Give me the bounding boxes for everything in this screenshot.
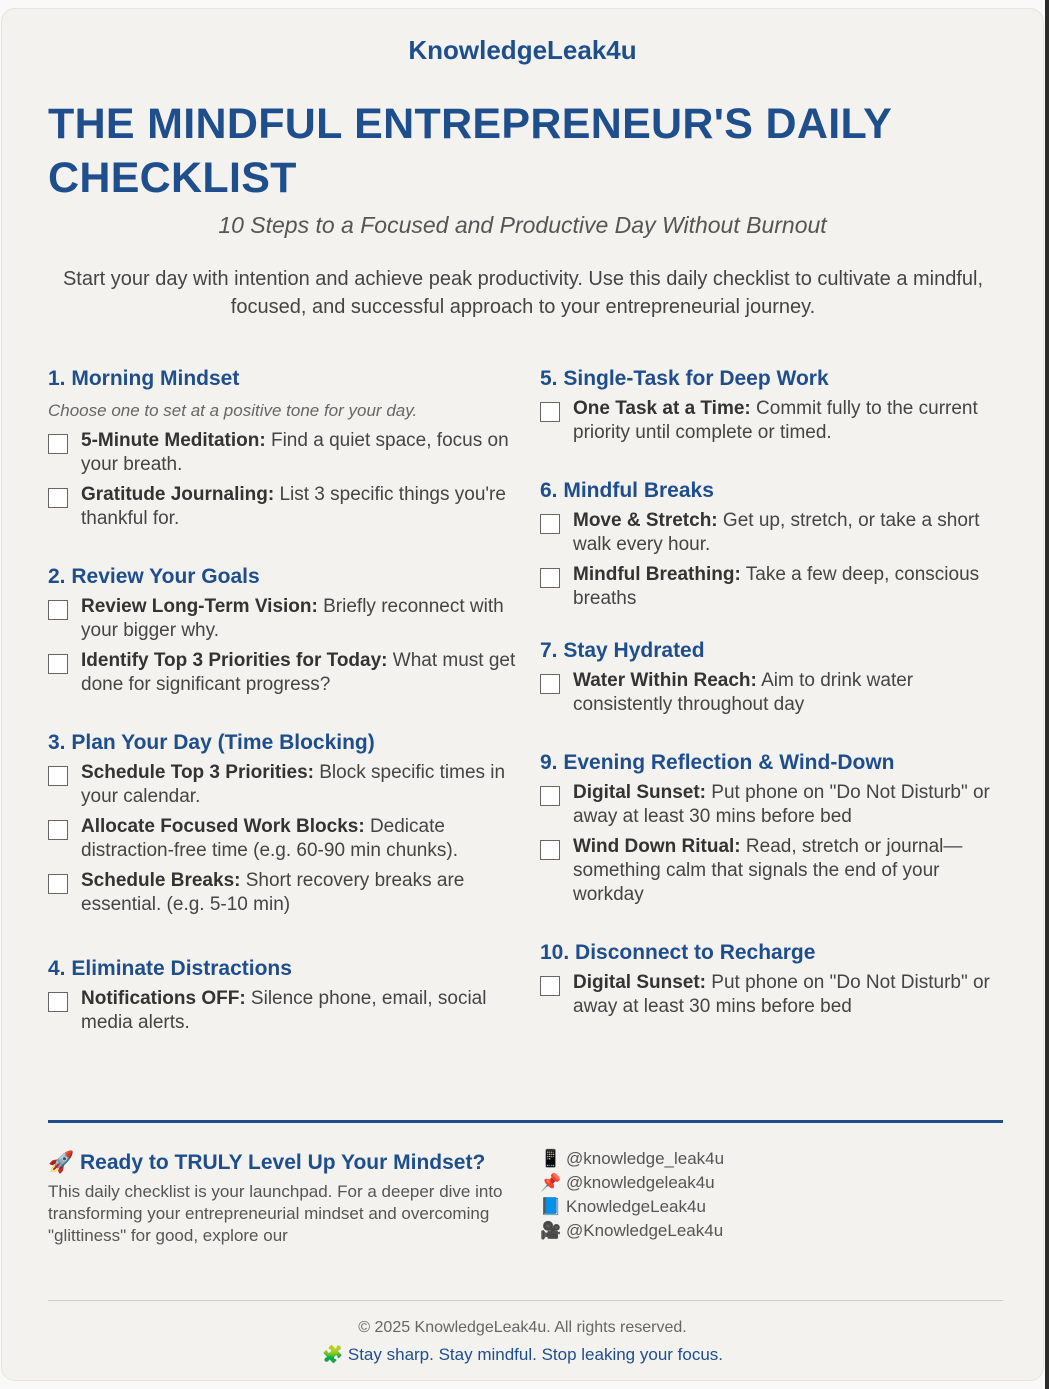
item-text xyxy=(81,987,518,1035)
item-description: Get up, stretch, or take a short walk every hour. xyxy=(573,510,980,555)
checkbox[interactable] xyxy=(48,600,68,620)
item-description: Briefly reconnect with your bigger why. xyxy=(81,596,504,641)
section-divider xyxy=(48,1120,1003,1123)
spacer xyxy=(540,723,1010,745)
item-description: Short recovery breaks are essential. (e.g. 5-10 min) xyxy=(81,870,465,915)
checklist-item xyxy=(48,595,518,643)
section-title: 3. Plan Your Day (Time Blocking) xyxy=(48,731,375,754)
item-label: Schedule Top 3 Priorities: xyxy=(81,762,314,783)
item-label: 5-Minute Meditation: xyxy=(81,430,266,451)
checklist-item xyxy=(540,781,1010,829)
checkbox[interactable] xyxy=(48,434,68,454)
item-label: Digital Sunset: xyxy=(573,782,707,803)
checkbox[interactable] xyxy=(48,654,68,674)
checklist-item xyxy=(540,835,1010,907)
tagline xyxy=(2,1345,1043,1365)
social-handle: KnowledgeLeak4u xyxy=(566,1197,706,1216)
checkbox[interactable] xyxy=(48,488,68,508)
pushpin-icon: 📌 xyxy=(540,1173,562,1192)
checklist-item xyxy=(48,987,518,1035)
item-text xyxy=(573,397,1010,445)
checkbox[interactable] xyxy=(540,514,560,534)
checklist-item xyxy=(48,483,518,531)
left-column xyxy=(48,361,518,1041)
section-note: Choose one to set at a positive tone for your day. xyxy=(48,401,418,420)
checklist-item xyxy=(48,869,518,917)
checkbox[interactable] xyxy=(540,674,560,694)
spacer xyxy=(540,913,1010,935)
social-handle: @KnowledgeLeak4u xyxy=(566,1221,724,1240)
item-label: Mindful Breathing: xyxy=(573,564,741,585)
item-description: List 3 specific things you're thankful for. xyxy=(81,484,506,529)
brand-name: KnowledgeLeak4u xyxy=(408,35,637,65)
spacer xyxy=(540,617,1010,633)
checklist-item xyxy=(48,815,518,863)
checklist-section xyxy=(540,745,1010,907)
item-description: Aim to drink water consistently throughout day xyxy=(573,670,914,715)
spacer xyxy=(48,703,518,725)
section-title: 10. Disconnect to Recharge xyxy=(540,941,816,964)
social-handle: @knowledgeleak4u xyxy=(566,1173,715,1192)
item-text xyxy=(81,595,518,643)
checkbox[interactable] xyxy=(540,786,560,806)
item-description: Silence phone, email, social media alerts. xyxy=(81,988,487,1033)
item-label: Move & Stretch: xyxy=(573,510,718,531)
item-label: Schedule Breaks: xyxy=(81,870,241,891)
copyright: © 2025 KnowledgeLeak4u. All rights reserved. xyxy=(358,1319,687,1336)
spacer xyxy=(48,923,518,951)
tagline-text: Stay sharp. Stay mindful. Stop leaking your focus. xyxy=(347,1345,724,1364)
social-link[interactable] xyxy=(540,1171,724,1195)
cta-block xyxy=(48,1147,508,1247)
checklist-section xyxy=(48,951,518,1035)
checklist-section xyxy=(540,935,1010,1019)
item-label: Water Within Reach: xyxy=(573,670,757,691)
item-text xyxy=(81,815,518,863)
blue-book-icon: 📘 xyxy=(540,1197,562,1216)
intro-paragraph: Start your day with intention and achieve peak productivity. Use this daily checklist to cultivate a mindful, focused, and successful approach to your entrepreneurial journey. xyxy=(62,268,984,318)
social-link[interactable] xyxy=(540,1195,724,1219)
item-text xyxy=(81,761,518,809)
item-label: One Task at a Time: xyxy=(573,398,751,419)
checklist-item xyxy=(540,669,1010,717)
checkbox[interactable] xyxy=(540,840,560,860)
item-label: Digital Sunset: xyxy=(573,972,707,993)
item-description: Commit fully to the current priority until complete or timed. xyxy=(573,398,978,443)
social-link[interactable] xyxy=(540,1219,724,1243)
checkbox[interactable] xyxy=(540,976,560,996)
checkbox[interactable] xyxy=(48,992,68,1012)
item-text xyxy=(573,563,1010,611)
section-title: 6. Mindful Breaks xyxy=(540,479,714,502)
checklist-item xyxy=(48,649,518,697)
checklist-item xyxy=(48,429,518,477)
item-label: Allocate Focused Work Blocks: xyxy=(81,816,365,837)
rocket-icon: 🚀 xyxy=(48,1151,75,1174)
item-text xyxy=(573,835,1010,907)
page-subtitle: 10 Steps to a Focused and Productive Day Without Burnout xyxy=(218,212,827,238)
checkbox[interactable] xyxy=(48,820,68,840)
mobile-phone-icon: 📱 xyxy=(540,1149,562,1168)
item-description: What must get done for significant progress? xyxy=(81,650,516,695)
social-link[interactable] xyxy=(540,1147,724,1171)
checklist-section xyxy=(540,633,1010,717)
checklist-item xyxy=(540,509,1010,557)
checklist-item xyxy=(540,397,1010,445)
section-title: 2. Review Your Goals xyxy=(48,565,260,588)
checklist-section xyxy=(48,725,518,917)
checklist-section xyxy=(48,559,518,697)
item-text xyxy=(81,429,518,477)
page-title: THE MINDFUL ENTREPRENEUR'S DAILY CHECKLIST xyxy=(48,100,892,202)
item-description: Find a quiet space, focus on your breath. xyxy=(81,430,509,475)
item-text xyxy=(81,869,518,917)
item-text xyxy=(81,483,518,531)
section-title: 7. Stay Hydrated xyxy=(540,639,705,662)
checkbox[interactable] xyxy=(540,568,560,588)
social-links xyxy=(540,1147,724,1243)
social-handle: @knowledge_leak4u xyxy=(566,1149,725,1168)
item-label: Review Long-Term Vision: xyxy=(81,596,318,617)
checkbox[interactable] xyxy=(48,874,68,894)
checklist-item xyxy=(48,761,518,809)
movie-camera-icon: 🎥 xyxy=(540,1221,562,1240)
section-title: 5. Single-Task for Deep Work xyxy=(540,367,829,390)
item-description: Put phone on "Do Not Disturb" or away at least 30 mins before bed xyxy=(573,782,990,827)
item-label: Identify Top 3 Priorities for Today: xyxy=(81,650,388,671)
item-text xyxy=(573,781,1010,829)
checklist-item xyxy=(540,971,1010,1019)
right-column xyxy=(540,361,1010,1025)
item-text xyxy=(573,509,1010,557)
item-text xyxy=(573,669,1010,717)
item-text xyxy=(573,971,1010,1019)
checkbox[interactable] xyxy=(48,766,68,786)
item-description: Block specific times in your calendar. xyxy=(81,762,506,807)
item-description: Put phone on "Do Not Disturb" or away at least 30 mins before bed xyxy=(573,972,990,1017)
cta-title-text: Ready to TRULY Level Up Your Mindset? xyxy=(80,1151,486,1174)
cta-title xyxy=(48,1147,508,1179)
item-description: Dedicate distraction-free time (e.g. 60-90 min chunks). xyxy=(81,816,458,861)
checklist-section xyxy=(540,361,1010,445)
section-title: 9. Evening Reflection & Wind-Down xyxy=(540,751,895,774)
section-title: 1. Morning Mindset xyxy=(48,367,240,390)
cta-body: This daily checklist is your launchpad. For a deeper dive into transforming your entrepreneurial mindset and overcoming "glittiness" for good, explore our xyxy=(48,1182,503,1245)
item-description: Read, stretch or journal—something calm that signals the end of your workday xyxy=(573,836,963,905)
footer-divider xyxy=(48,1300,1003,1301)
checklist-item xyxy=(540,563,1010,611)
window-edge xyxy=(1045,0,1049,1389)
checklist-section xyxy=(540,473,1010,611)
item-text xyxy=(81,649,518,697)
item-label: Wind Down Ritual: xyxy=(573,836,741,857)
item-label: Notifications OFF: xyxy=(81,988,246,1009)
spacer xyxy=(540,451,1010,473)
puzzle-icon: 🧩 xyxy=(321,1345,344,1364)
item-label: Gratitude Journaling: xyxy=(81,484,275,505)
checklist-card xyxy=(1,8,1044,1381)
checklist-section xyxy=(48,361,518,531)
checkbox[interactable] xyxy=(540,402,560,422)
item-description: Take a few deep, conscious breaths xyxy=(573,564,980,609)
spacer xyxy=(48,537,518,559)
section-title: 4. Eliminate Distractions xyxy=(48,957,292,980)
